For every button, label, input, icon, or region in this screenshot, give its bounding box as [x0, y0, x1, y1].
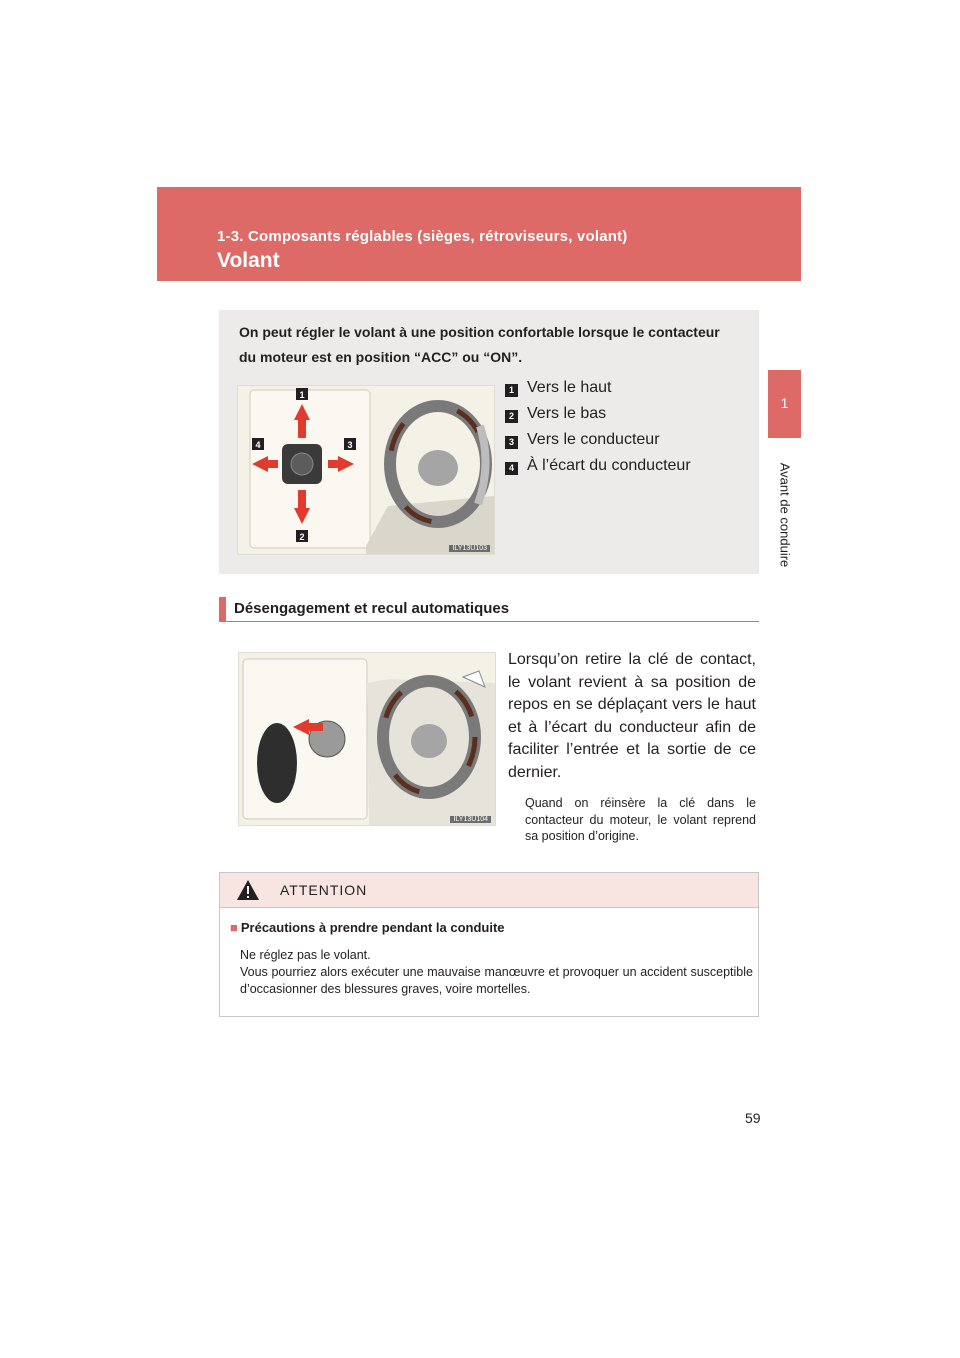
- auto-tilt-text: Lorsqu’on retire la clé de contact, le volant revient à sa position de repos en se déplaçant vers le haut et à l’écart du conducteur afin de faciliter l’entrée et la sortie de ce dernier.: [508, 651, 756, 781]
- subsection-title: Désengagement et recul automatiques: [234, 600, 510, 617]
- chapter-label-box: [775, 450, 795, 580]
- square-bullet-icon: ■: [230, 920, 238, 935]
- caution-body: [240, 947, 753, 998]
- figure-code: ILY13U104: [450, 816, 491, 823]
- chapter-number: 1: [780, 395, 789, 411]
- caution-box: [219, 872, 759, 1017]
- caution-title: Précautions à prendre pendant la conduite: [240, 920, 505, 935]
- caution-title-row: [230, 920, 505, 935]
- figure-badge: 3: [347, 440, 353, 450]
- step-number: 3: [505, 436, 518, 449]
- caution-line: Vous pourriez alors exécuter une mauvaise manœuvre et provoquer un accident susceptible d’occasionner des blessures graves, voire mortelles.: [240, 965, 753, 996]
- page-title: Volant: [217, 249, 280, 272]
- page-number: 59: [745, 1110, 761, 1126]
- subsection-heading: [219, 597, 759, 622]
- auto-tilt-illustration: [239, 653, 495, 825]
- key-icon: [257, 723, 297, 803]
- step-number: 1: [505, 384, 518, 397]
- steering-adjust-illustration: [238, 386, 494, 554]
- warning-icon: [236, 879, 260, 901]
- heading-accent-bar: [219, 597, 226, 621]
- caution-header: [220, 873, 758, 908]
- step-label: Vers le bas: [527, 405, 607, 422]
- caution-line: Ne réglez pas le volant.: [240, 948, 371, 962]
- caution-label: ATTENTION: [280, 882, 368, 898]
- step-number: 2: [505, 410, 518, 423]
- figure-badge: 2: [299, 532, 305, 542]
- step-number: 4: [505, 462, 518, 475]
- figure-badge: 1: [299, 390, 305, 400]
- intro-panel: [219, 310, 759, 574]
- steering-adjust-figure: [237, 385, 495, 555]
- section-title: 1-3. Composants réglables (sièges, rétroviseurs, volant): [217, 228, 628, 245]
- figure-badge: 4: [255, 440, 261, 450]
- step-label: Vers le conducteur: [527, 431, 660, 448]
- intro-text: On peut régler le volant à une position confortable lorsque le contacteur du moteur est en position “ACC” ou “ON”.: [239, 324, 720, 365]
- chapter-label: Avant de conduire: [777, 462, 793, 568]
- step-label: Vers le haut: [527, 379, 612, 396]
- step-label: À l’écart du conducteur: [527, 457, 691, 474]
- auto-tilt-note: Quand on réinsère la clé dans le contacteur du moteur, le volant reprend sa position d’origine.: [525, 796, 756, 843]
- chapter-tab: [768, 370, 801, 438]
- section-header: [157, 187, 801, 281]
- auto-tilt-figure: [238, 652, 496, 826]
- figure-code: ILY13U103: [449, 545, 490, 552]
